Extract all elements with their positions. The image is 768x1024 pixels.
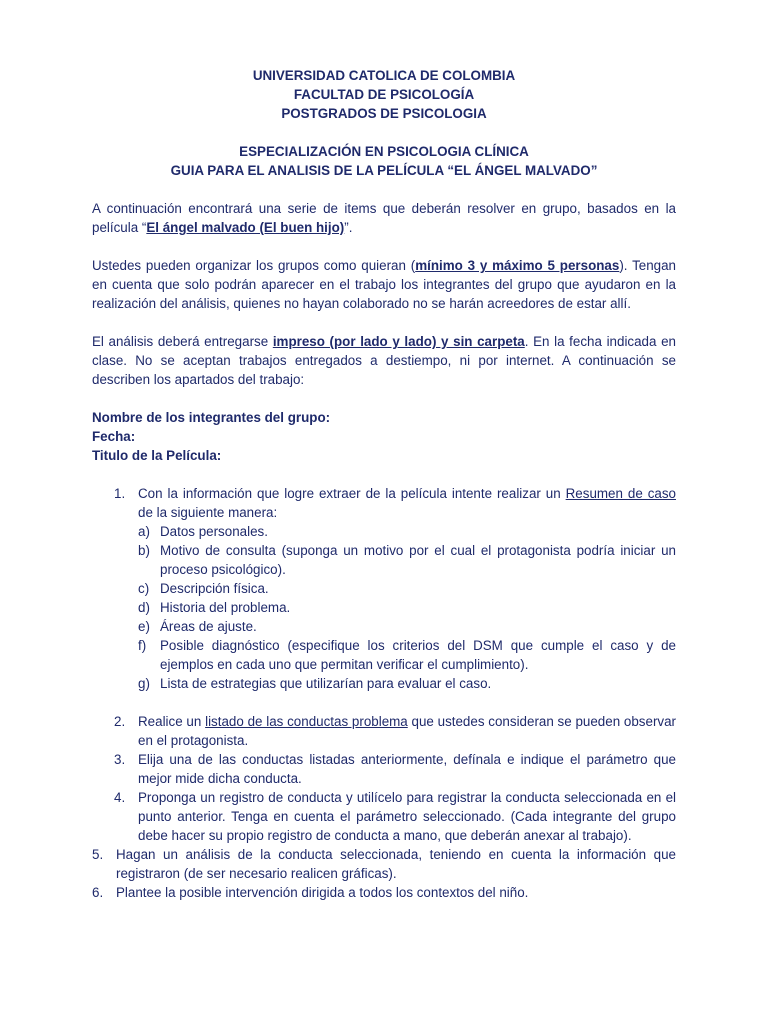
list-number: 2. xyxy=(114,714,126,729)
intro-paragraph: A continuación encontrará una serie de items que deberán resolver en grupo, basados en la película “El ángel malvado (El buen hijo)”. xyxy=(92,201,676,235)
movie-title-link[interactable]: El ángel malvado (El buen hijo) xyxy=(146,220,345,235)
sub-item-c: c) Descripción física. xyxy=(138,581,269,596)
list-number: 6. xyxy=(92,885,104,900)
list-number: 3. xyxy=(114,752,126,767)
sub-item-e: e) Áreas de ajuste. xyxy=(138,619,257,634)
field-group-members: Nombre de los integrantes del grupo: xyxy=(92,410,331,425)
delivery-format-link[interactable]: impreso (por lado y lado) y sin carpeta xyxy=(272,334,525,349)
case-summary-link[interactable]: Resumen de caso xyxy=(565,486,676,501)
list-number: 4. xyxy=(114,790,126,805)
list-item-3: 3. Elija una de las conductas listadas anteriormente, defínala e indique el parámetro que mejor mide dicha conducta. xyxy=(114,752,676,786)
problem-behaviors-link[interactable]: listado de las conductas problema xyxy=(205,714,408,729)
list-item-2: 2. Realice un listado de las conductas problema que ustedes consideran se pueden observar en el protagonista. xyxy=(114,714,677,748)
group-size-link[interactable]: mínimo 3 y máximo 5 personas xyxy=(415,258,620,273)
specialization-title: ESPECIALIZACIÓN EN PSICOLOGIA CLÍNICA xyxy=(239,144,529,159)
sub-item-f: f) Posible diagnóstico (especifique los criterios del DSM que cumple el caso y de ejemplos en cada uno que permitan verificar el cumplimiento). xyxy=(138,638,676,672)
faculty-name: FACULTAD DE PSICOLOGÍA xyxy=(293,87,475,102)
sub-item-b: b) Motivo de consulta (suponga un motivo por el cual el protagonista podría iniciar un proceso psicológico). xyxy=(138,543,676,577)
list-item-1: 1. Con la información que logre extraer de la película intente realizar un Resumen de caso de la siguiente manera: xyxy=(114,486,676,520)
sub-item-d: d) Historia del problema. xyxy=(138,600,291,615)
list-number: 5. xyxy=(92,847,104,862)
list-item-6: 6. Plantee la posible intervención dirigida a todos los contextos del niño. xyxy=(92,885,529,900)
university-name: UNIVERSIDAD CATOLICA DE COLOMBIA xyxy=(252,68,516,83)
document-header xyxy=(92,66,676,180)
list-item-4: 4. Proponga un registro de conducta y utilícelo para registrar la conducta seleccionada en el punto anterior. Tenga en cuenta el parámetro seleccionado. (Cada integrante del grupo debe hacer su propio registro de conducta a mano, que deberán anexar al trabajo). xyxy=(114,790,676,843)
field-date: Fecha: xyxy=(92,429,136,444)
list-number: 1. xyxy=(114,486,126,501)
sub-item-a: a) Datos personales. xyxy=(138,524,268,539)
list-item-5: 5. Hagan un análisis de la conducta seleccionada, teniendo en cuenta la información que registraron (de ser necesario realicen gráficas). xyxy=(92,847,676,881)
sub-item-g: g) Lista de estrategias que utilizarían para evaluar el caso. xyxy=(138,676,492,691)
groups-paragraph: Ustedes pueden organizar los grupos como quieran (mínimo 3 y máximo 5 personas). Tengan en cuenta que solo podrán aparecer en el trabajo los integrantes del grupo que ayudaron en la realización del análisis, quienes no hayan colaborado no se harán acreedores de estar allí. xyxy=(92,258,677,311)
department-name: POSTGRADOS DE PSICOLOGIA xyxy=(281,106,487,121)
guide-title: GUIA PARA EL ANALISIS DE LA PELÍCULA “EL ÁNGEL MALVADO” xyxy=(170,163,598,178)
delivery-paragraph: El análisis deberá entregarse impreso (por lado y lado) y sin carpeta. En la fecha indicada en clase. No se aceptan trabajos entregados a destiempo, ni por internet. A continuación se describen los apartados del trabajo: xyxy=(92,334,676,387)
field-movie-title: Titulo de la Película: xyxy=(92,448,222,463)
